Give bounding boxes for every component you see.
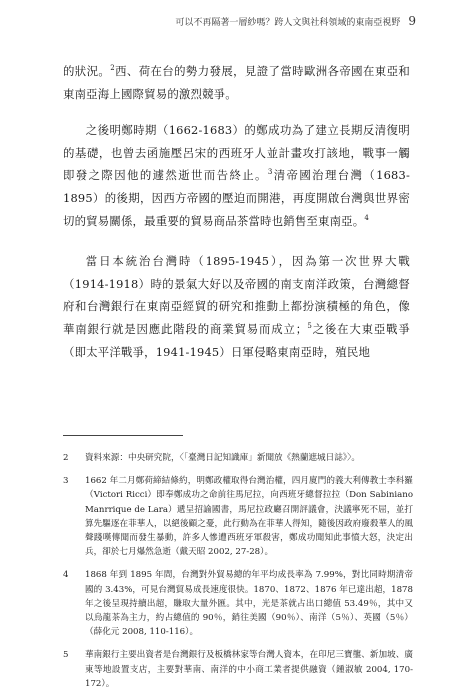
paragraph-text: 當日本統治台灣時（1895-1945），因為第一次世界大戰（1914-1918）時的景氣大好以及帝國的南支南洋政策，台灣總督府和台灣銀行在東南亞經貿的研究和推動上都扮演積極的角色，像華南銀行就是因應此階段的商業貿易而成立； [63,254,410,336]
paragraph-text: 清帝國治理台灣（1683-1895）的後期，因西方帝國的壓迫而開港，再度開啟台灣與世界密切的貿易關係，最重要的貿易商品茶當時也銷售至東南亞。 [63,168,410,228]
paragraph [63,250,410,363]
paragraph-text: 之後明鄭時期（1662-1683）的鄭成功為了建立長期反清復明的基礎，也曾去函施壓呂宋的西班牙人並計畫攻打該地，戰事一觸即發之際因他的遽然逝世而告終止。 [63,123,410,183]
paragraph-text: 之後在大東亞戰爭（即太平洋戰爭，1941-1945）日軍侵略東南亞時，殖民地 [63,321,410,359]
footnote [63,474,413,559]
page-number: 9 [408,14,416,28]
footnote-number: 2 [63,453,69,463]
paragraph-text: 的狀況。 [63,64,111,78]
footnote-ref[interactable]: 4 [364,213,370,222]
footnote-number: 4 [63,570,69,581]
footnote-text: 1662 年二月鄭荷締結條約，明鄭政權取得台灣治權，四月廈門的義大利傳教士李科羅（Victori Ricci）即奉鄭成功之命前往馬尼拉，向西班牙總督拉拉（Don Sabiniano Manrrique de Lara）遞呈招諭國書，馬尼拉政廳召開評議會，決議寧死不屈，並打算先驅逐在菲華人，以絕後顧之憂，此行動為在菲華人得知，隨後因政府廢殺華人的風聲踐嘆傳聞而發生暴動，許多人慘遭西班牙軍殺害，鄭成功聞知此事憤大怒，決定出兵，卻於七月爆然急逝（戴天昭 2002, 27-28）。 [85,476,413,558]
paragraph-text: 西、荷在台的勢力發展，見證了當時歐洲各帝國在東亞和東南亞海上國際貿易的激烈競爭。 [63,64,410,101]
paragraph [63,60,410,105]
footnote-ref[interactable]: 2 [110,64,115,73]
footnote-text: 1868 年到 1895 年間，台灣對外貿易總的年平均成長率為 7.99%，對比同時期清帝國的 3.43%，可見台灣貿易成長速度很快。1870、1872、1876 年已達出超，1878 年之後呈現持續出超，賺取大量外匯。其中，光是茶就占出口總值 53.49％，其中又以烏龍茶為主力，約占總值的 90％，銷往美國（90％）、南洋（5％）、英國（5％）（薛化元 2008, 110-116）。 [85,570,413,638]
footnote-divider [63,435,183,436]
footnote-number: 3 [63,476,69,487]
footnote-text: 資料來源：中央研究院，〈「臺灣日記知識庫」新聞放《熱蘭遮城日誌》〉。 [85,453,360,463]
footnote-ref[interactable]: 3 [267,168,273,177]
footnote [63,648,413,691]
footnote [63,568,413,639]
footnote-ref[interactable]: 5 [307,322,312,331]
running-header-title: 可以不再隔著一層紗嗎？跨人文與社科領域的東南亞視野 [175,18,401,28]
footnote [63,451,413,465]
body-text [63,60,410,363]
running-header [175,14,416,28]
footnotes [63,451,413,700]
footnote-text: 華南銀行主要出資者是台灣銀行及板橋林家等台灣人資本，在印尼三寶壟、新加坡、廣東等地設置支店，主要對華南、南洋的中小商工業者提供融資（鍾淑敏 2004, 170-172）。 [85,650,413,689]
paragraph [63,119,410,232]
footnote-number: 5 [63,650,69,661]
